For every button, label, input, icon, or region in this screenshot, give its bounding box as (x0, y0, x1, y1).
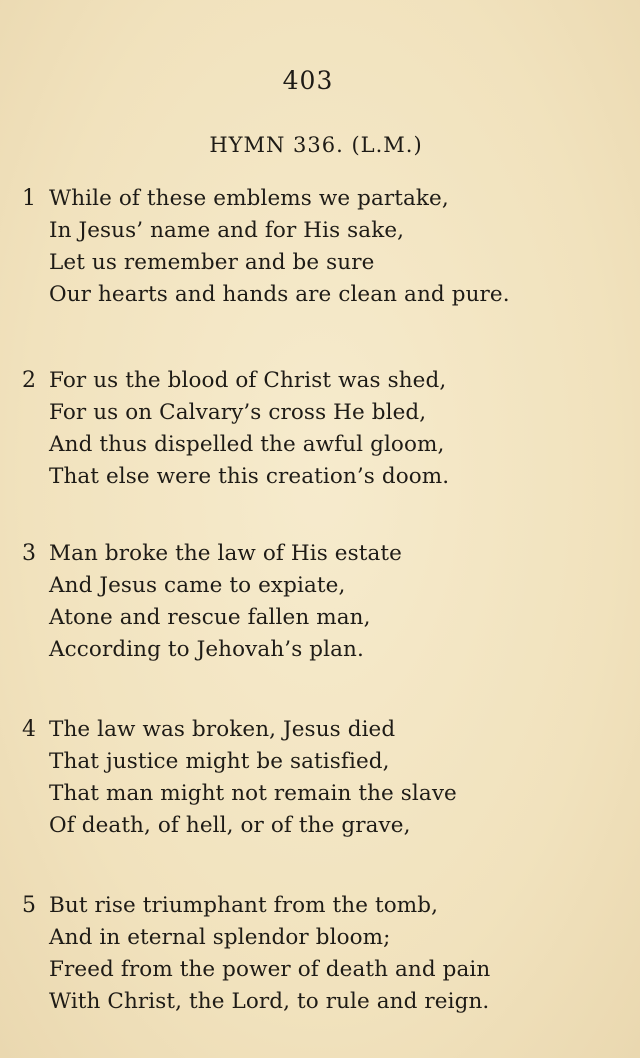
verse-line: And in eternal splendor bloom; (49, 925, 391, 950)
verse-line: With Christ, the Lord, to rule and reign. (49, 989, 490, 1014)
verse-line: For us the blood of Christ was shed, (49, 368, 447, 393)
verse-line: For us on Calvary’s cross He bled, (49, 400, 427, 425)
verse-line: Let us remember and be sure (49, 250, 375, 275)
verse-line: Our hearts and hands are clean and pure. (49, 282, 510, 307)
verse-line: Atone and rescue fallen man, (49, 605, 371, 630)
stanza-number: 3 (22, 541, 36, 566)
verse-line: In Jesus’ name and for His sake, (49, 218, 405, 243)
stanza-lines (49, 538, 619, 666)
verse-line: While of these emblems we partake, (49, 186, 449, 211)
verse-line: The law was broken, Jesus died (49, 717, 396, 742)
stanza-number: 1 (22, 186, 36, 211)
verse-line: Of death, of hell, or of the grave, (49, 813, 411, 838)
verse-line: That else were this creation’s doom. (49, 464, 450, 489)
verse-line: And Jesus came to expiate, (49, 573, 346, 598)
stanza-lines (49, 714, 619, 842)
hymn-title: HYMN 336. (L.M.) (209, 133, 423, 157)
verse-line: And thus dispelled the awful gloom, (49, 432, 445, 457)
stanza-lines (49, 365, 619, 493)
verse-line: Freed from the power of death and pain (49, 957, 491, 982)
verse-line: That justice might be satisfied, (49, 749, 390, 774)
stanza-number: 2 (22, 368, 36, 393)
verse-line: But rise triumphant from the tomb, (49, 893, 439, 918)
stanza-lines (49, 890, 619, 1018)
verse-line: Man broke the law of His estate (49, 541, 402, 566)
verse-line: That man might not remain the slave (49, 781, 457, 806)
stanza-number: 5 (22, 893, 36, 918)
stanza-number: 4 (22, 717, 36, 742)
verse-line: According to Jehovah’s plan. (49, 637, 364, 662)
page-number: 403 (282, 66, 334, 95)
stanza-lines (49, 183, 619, 311)
